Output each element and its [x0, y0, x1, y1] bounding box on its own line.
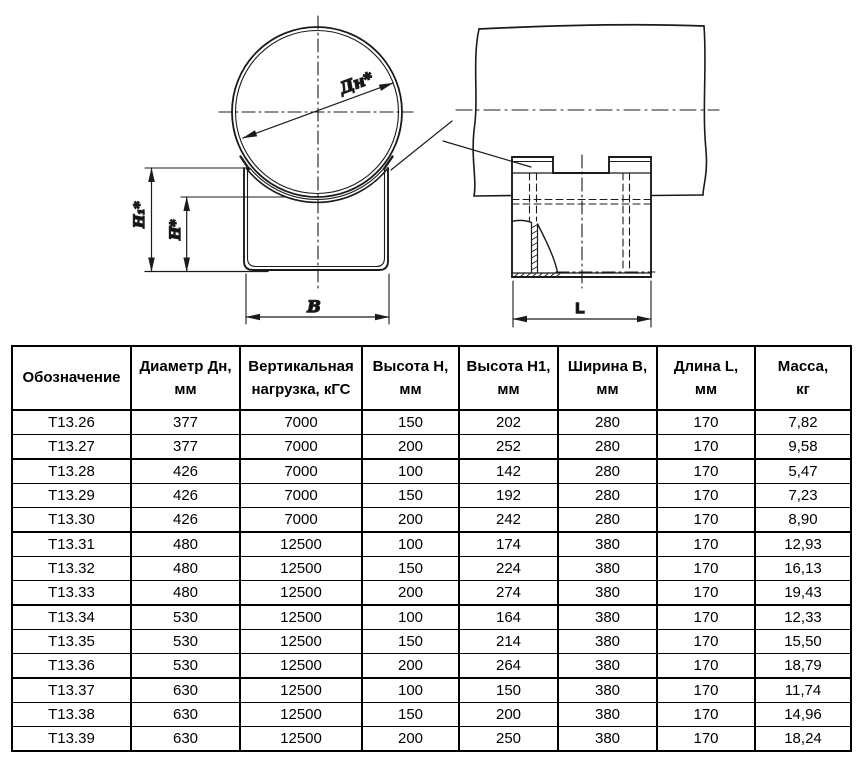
table-cell: T13.26	[12, 410, 131, 435]
table-cell: 170	[657, 410, 755, 435]
table-row	[12, 727, 851, 752]
table-cell: 480	[131, 557, 240, 581]
table-cell: T13.36	[12, 654, 131, 679]
gusset-right-curve	[538, 224, 558, 273]
table-cell: 170	[657, 654, 755, 679]
pipe-bottom-left-segment	[474, 196, 512, 197]
table-cell: 7000	[240, 508, 362, 533]
table-cell: 252	[459, 435, 558, 460]
col-header-diameter: Диаметр Дн, мм	[131, 346, 240, 410]
table-cell: 8,90	[755, 508, 851, 533]
table-cell: 426	[131, 508, 240, 533]
table-cell: 18,79	[755, 654, 851, 679]
table-row	[12, 410, 851, 435]
table-cell: 170	[657, 459, 755, 484]
table-cell: 280	[558, 459, 657, 484]
table-cell: 170	[657, 557, 755, 581]
table-cell: 170	[657, 605, 755, 630]
h-dimension-label: H*	[168, 219, 184, 240]
table-cell: 426	[131, 484, 240, 508]
table-cell: 250	[459, 727, 558, 752]
table-cell: 7000	[240, 410, 362, 435]
h1-dimension-label: H₁*	[132, 201, 148, 228]
table-cell: 12500	[240, 605, 362, 630]
table-body	[12, 410, 851, 751]
col-header-height-h: Высота H, мм	[362, 346, 459, 410]
table-cell: 142	[459, 459, 558, 484]
table-cell: 200	[362, 435, 459, 460]
table-cell: 5,47	[755, 459, 851, 484]
table-cell: T13.30	[12, 508, 131, 533]
table-cell: 7000	[240, 459, 362, 484]
table-cell: 12500	[240, 557, 362, 581]
table-cell: 12500	[240, 727, 362, 752]
table-cell: 12500	[240, 703, 362, 727]
table-cell: 150	[459, 678, 558, 703]
leader-line-side	[443, 141, 531, 167]
header-row	[12, 346, 851, 410]
table-cell: 150	[362, 630, 459, 654]
table-cell: 380	[558, 532, 657, 557]
table-cell: 100	[362, 532, 459, 557]
table-cell: 170	[657, 703, 755, 727]
table-row	[12, 484, 851, 508]
table-cell: T13.37	[12, 678, 131, 703]
table-cell: 170	[657, 435, 755, 460]
table-cell: 380	[558, 727, 657, 752]
table-cell: T13.35	[12, 630, 131, 654]
table-cell: 150	[362, 703, 459, 727]
table-cell: 280	[558, 484, 657, 508]
table-cell: 12500	[240, 581, 362, 606]
table-cell: 380	[558, 630, 657, 654]
pipe-break-right	[703, 26, 706, 195]
col-header-length-l: Длина L, мм	[657, 346, 755, 410]
table-cell: 170	[657, 581, 755, 606]
table-cell: 630	[131, 727, 240, 752]
table-cell: 242	[459, 508, 558, 533]
table-cell: 214	[459, 630, 558, 654]
table-cell: 280	[558, 435, 657, 460]
table-cell: 380	[558, 678, 657, 703]
table-cell: 380	[558, 581, 657, 606]
table-row	[12, 435, 851, 460]
table-cell: 12500	[240, 654, 362, 679]
table-cell: 480	[131, 581, 240, 606]
table-cell: 170	[657, 484, 755, 508]
table-row	[12, 654, 851, 679]
table-cell: 170	[657, 532, 755, 557]
table-cell: 480	[131, 532, 240, 557]
table-cell: 224	[459, 557, 558, 581]
table-row	[12, 630, 851, 654]
table-cell: 200	[362, 654, 459, 679]
table-cell: 170	[657, 727, 755, 752]
l-dimension-label: L	[575, 300, 585, 317]
table-cell: 380	[558, 605, 657, 630]
diameter-dimension-label: Дн*	[336, 68, 376, 98]
table-cell: 170	[657, 630, 755, 654]
table-cell: 192	[459, 484, 558, 508]
table-cell: 16,13	[755, 557, 851, 581]
table-row	[12, 508, 851, 533]
table-cell: 12,93	[755, 532, 851, 557]
side-view	[443, 25, 719, 327]
table-cell: 200	[459, 703, 558, 727]
col-header-height-h1: Высота H1, мм	[459, 346, 558, 410]
front-view	[132, 16, 452, 324]
gusset-rib-hatching	[532, 225, 538, 271]
table-cell: 11,74	[755, 678, 851, 703]
table-header	[12, 346, 851, 410]
table-cell: T13.39	[12, 727, 131, 752]
table-cell: 200	[362, 727, 459, 752]
table-cell: 15,50	[755, 630, 851, 654]
table-cell: 12500	[240, 630, 362, 654]
pipe-break-left	[473, 29, 479, 196]
table-cell: 380	[558, 654, 657, 679]
table-cell: T13.34	[12, 605, 131, 630]
table-cell: 12500	[240, 532, 362, 557]
table-cell: 7000	[240, 435, 362, 460]
table-cell: 9,58	[755, 435, 851, 460]
col-header-designation: Обозначение	[12, 346, 131, 410]
table-cell: 274	[459, 581, 558, 606]
technical-drawing	[0, 0, 862, 340]
table-cell: 164	[459, 605, 558, 630]
table-row	[12, 459, 851, 484]
table-cell: 100	[362, 678, 459, 703]
table-cell: 380	[558, 557, 657, 581]
table-row	[12, 532, 851, 557]
table-cell: 377	[131, 410, 240, 435]
gusset-left-curve	[512, 220, 532, 222]
table-cell: 150	[362, 410, 459, 435]
pipe-bottom-right-segment	[651, 195, 703, 196]
col-header-width-b: Ширина B, мм	[558, 346, 657, 410]
table-cell: 530	[131, 605, 240, 630]
table-cell: T13.28	[12, 459, 131, 484]
table-cell: T13.38	[12, 703, 131, 727]
table-cell: 12,33	[755, 605, 851, 630]
table-cell: 380	[558, 703, 657, 727]
table-cell: 150	[362, 484, 459, 508]
table-row	[12, 678, 851, 703]
table-cell: 19,43	[755, 581, 851, 606]
table-cell: 7000	[240, 484, 362, 508]
table-cell: T13.27	[12, 435, 131, 460]
col-header-vertical-load: Вертикальная нагрузка, кГС	[240, 346, 362, 410]
table-cell: 530	[131, 630, 240, 654]
table-cell: 7,82	[755, 410, 851, 435]
table-cell: 100	[362, 605, 459, 630]
col-header-mass: Масса, кг	[755, 346, 851, 410]
table-cell: 150	[362, 557, 459, 581]
pipe-top-edge	[479, 25, 704, 29]
table-cell: 377	[131, 435, 240, 460]
table-cell: 174	[459, 532, 558, 557]
table-cell: 630	[131, 703, 240, 727]
table-cell: 170	[657, 678, 755, 703]
dimensions-table	[11, 345, 852, 752]
table-cell: 280	[558, 410, 657, 435]
table-cell: 200	[362, 581, 459, 606]
table-row	[12, 557, 851, 581]
table-cell: 170	[657, 508, 755, 533]
table-cell: T13.32	[12, 557, 131, 581]
table-cell: 530	[131, 654, 240, 679]
table-cell: 280	[558, 508, 657, 533]
table-cell: 18,24	[755, 727, 851, 752]
table-cell: 426	[131, 459, 240, 484]
table-cell: 202	[459, 410, 558, 435]
table-cell: T13.33	[12, 581, 131, 606]
table-cell: T13.31	[12, 532, 131, 557]
table-row	[12, 703, 851, 727]
table-cell: 12500	[240, 678, 362, 703]
table-cell: 100	[362, 459, 459, 484]
table-cell: 264	[459, 654, 558, 679]
table-cell: T13.29	[12, 484, 131, 508]
table-cell: 630	[131, 678, 240, 703]
table-row	[12, 605, 851, 630]
table-row	[12, 581, 851, 606]
table-cell: 7,23	[755, 484, 851, 508]
table-cell: 200	[362, 508, 459, 533]
table-cell: 14,96	[755, 703, 851, 727]
b-dimension-label: B	[307, 297, 321, 316]
